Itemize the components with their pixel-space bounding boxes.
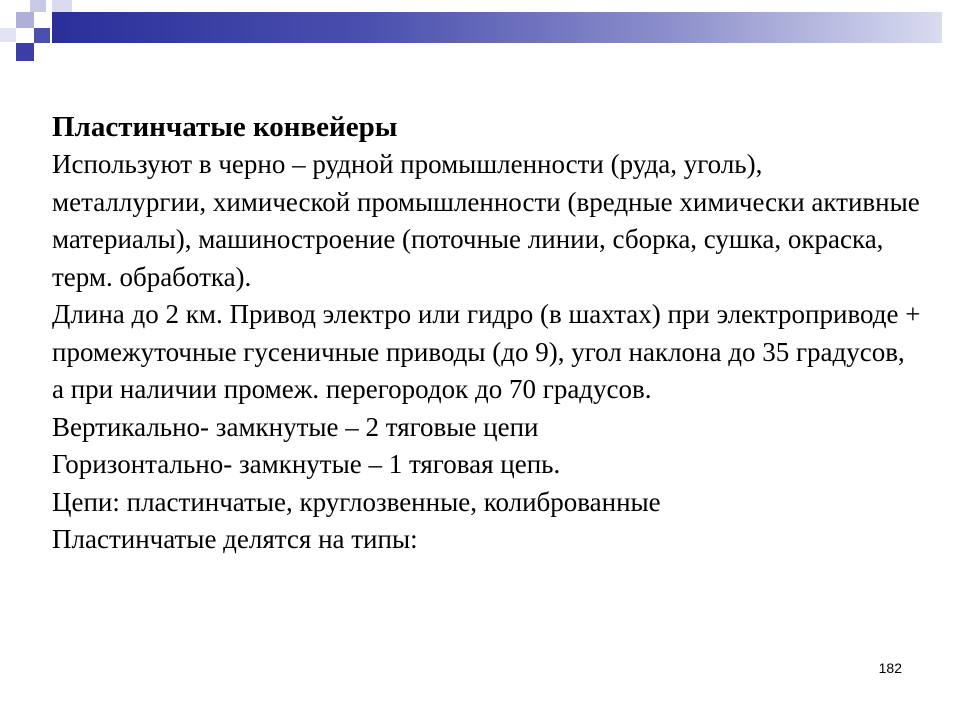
page-number: 182 bbox=[878, 660, 902, 676]
decor-square bbox=[16, 12, 34, 28]
paragraph-vertical-closed: Вертикально- замкнутые – 2 тяговые цепи bbox=[52, 411, 539, 442]
header-gradient-bar bbox=[52, 12, 942, 43]
decor-square bbox=[30, 0, 46, 12]
decor-square bbox=[0, 28, 16, 42]
decor-square bbox=[52, 0, 72, 12]
decor-square bbox=[16, 43, 34, 61]
paragraph-length-drive: Длина до 2 км. Привод электро или гидро (в шахтах) при электроприводе + промежуточные гусеничные приводы (до 9), угол наклона до 35 градусов, а при наличии промеж. перегородок до 70 градусов. bbox=[52, 299, 921, 404]
paragraph-types: Пластинчатые делятся на типы: bbox=[52, 524, 418, 554]
paragraph-usage: Используют в черно – рудной промышленности (руда, уголь), металлургии, химической промышленности (вредные химически активные материалы), машиностроение (поточные линии, сборка, сушка, окраска, терм. обработка). bbox=[52, 149, 920, 292]
paragraph-chains: Цепи: пластинчатые, круглозвенные, колиброванные bbox=[52, 486, 661, 517]
decor-square bbox=[34, 43, 52, 61]
slide-title: Пластинчатые конвейеры bbox=[52, 111, 398, 143]
paragraph-horizontal-closed: Горизонтально- замкнутые – 1 тяговая цепь. bbox=[52, 449, 561, 479]
decor-square bbox=[34, 28, 50, 43]
slide-content bbox=[52, 108, 922, 559]
